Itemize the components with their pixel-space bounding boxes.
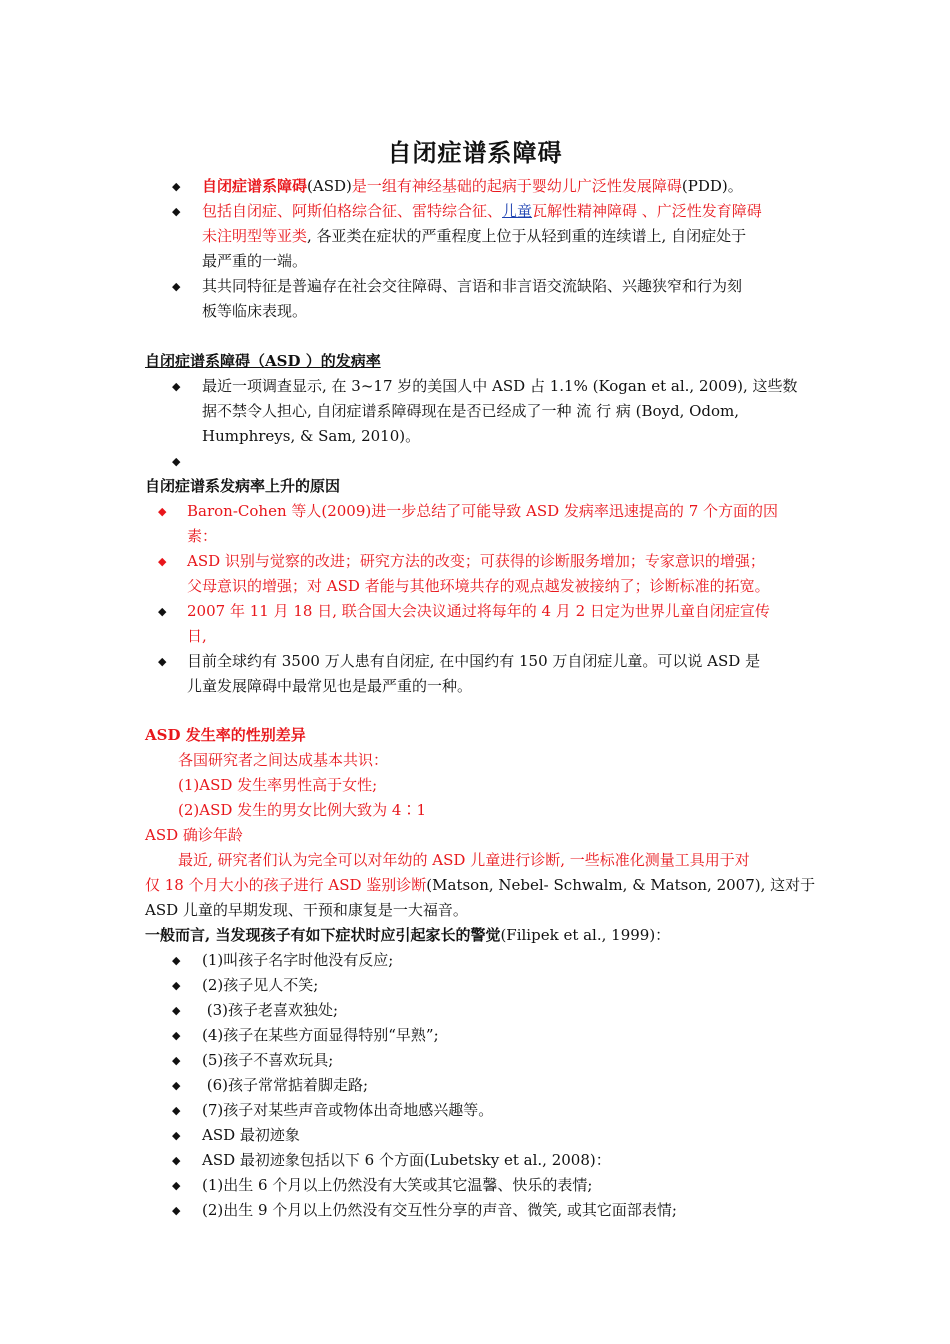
incidence-heading: 自闭症谱系障碍（ASD ）的发病率 — [145, 352, 381, 370]
list-item: (7)孩子对某些声音或物体出奇地感兴趣等。 — [202, 1101, 494, 1119]
age-line-2-highlight: 仅 18 个月大小的孩子进行 ASD 鉴别诊断 — [145, 876, 427, 894]
rise-bullet-2-line-1: ASD 识别与觉察的改进；研究方法的改变；可获得的诊断服务增加；专家意识的增强； — [187, 552, 765, 570]
list-item: (6)孩子常常掂着脚走路; — [202, 1076, 369, 1094]
bullet-icon: ◆ — [172, 954, 181, 967]
list-item: (5)孩子不喜欢玩具; — [202, 1051, 334, 1069]
signs-heading-citation: (Filipek et al., 1999)： — [500, 926, 671, 944]
bullet-icon: ◆ — [172, 979, 181, 992]
intro-pdd-abbr: (PDD)。 — [681, 177, 743, 195]
incidence-line-1: 最近一项调查显示, 在 3~17 岁的美国人中 ASD 占 1.1% (Kogan et al., 2009), 这些数 — [202, 377, 798, 395]
list-item: ASD 最初迹象 — [202, 1126, 300, 1144]
list-item: (4)孩子在某些方面显得特别“早熟”; — [202, 1026, 439, 1044]
intro-subtypes: 包括自闭症、阿斯伯格综合征、雷特综合征、 — [202, 202, 503, 220]
intro-asd-definition: 是一组有神经基础的起病于婴幼儿广泛性发展障碍 — [351, 177, 682, 195]
bullet-icon: ◆ — [172, 1104, 181, 1117]
list-item: (1)叫孩子名字时他没有反应; — [202, 951, 394, 969]
bullet-icon: ◆ — [172, 280, 181, 293]
intro-bullet-3-line-2: 板等临床表现。 — [202, 302, 308, 320]
bullet-icon: ◆ — [158, 555, 167, 568]
bullet-icon: ◆ — [172, 455, 181, 468]
age-line-2-citation: (Matson, Nebel- Schwalm, & Matson, 2007), 这对于 — [426, 876, 816, 894]
rise-bullet-3-line-2: 日, — [187, 627, 207, 645]
gender-heading: ASD 发生率的性别差异 — [145, 726, 306, 744]
intro-bullet-1 — [202, 174, 743, 199]
rise-heading: 自闭症谱系发病率上升的原因 — [145, 477, 341, 495]
intro-subtypes-end: 未注明型等亚类 — [202, 227, 308, 245]
bullet-icon: ◆ — [172, 1054, 181, 1067]
age-line-1: 最近, 研究者们认为完全可以对年幼的 ASD 儿童进行诊断, 一些标准化测量工具用于对 — [178, 851, 750, 869]
gender-line-3: (2)ASD 发生的男女比例大致为 4∶1 — [178, 801, 427, 819]
bullet-icon: ◆ — [172, 1004, 181, 1017]
bullet-icon: ◆ — [172, 1029, 181, 1042]
intro-bullet-3-line-1: 其共同特征是普遍存在社会交往障碍、言语和非言语交流缺陷、兴趣狭窄和行为刻 — [202, 277, 743, 295]
rise-bullet-3-line-1: 2007 年 11 月 18 日, 联合国大会决议通过将每年的 4 月 2 日定为世界儿童自闭症宣传 — [187, 602, 770, 620]
list-item: ASD 最初迹象包括以下 6 个方面(Lubetsky et al., 2008)： — [202, 1151, 611, 1169]
bullet-icon: ◆ — [172, 205, 181, 218]
rise-bullet-1-line-2: 素： — [187, 527, 218, 545]
intro-bullet-2-line-3: 最严重的一端。 — [202, 252, 308, 270]
bullet-icon: ◆ — [172, 1129, 181, 1142]
incidence-line-3: Humphreys, & Sam, 2010)。 — [202, 427, 421, 445]
bullet-icon: ◆ — [172, 180, 181, 193]
rise-bullet-4-line-1: 目前全球约有 3500 万人患有自闭症, 在中国约有 150 万自闭症儿童。可以说 ASD 是 — [187, 652, 761, 670]
intro-bullet-2-line-1 — [202, 199, 762, 224]
bullet-icon: ◆ — [158, 655, 167, 668]
bullet-icon: ◆ — [172, 380, 181, 393]
list-item: (3)孩子老喜欢独处; — [202, 1001, 339, 1019]
age-heading: ASD 确诊年龄 — [145, 826, 243, 844]
bullet-icon: ◆ — [172, 1154, 181, 1167]
list-item: (2)孩子见人不笑; — [202, 976, 319, 994]
page-title: 自闭症谱系障碍 — [387, 138, 563, 167]
bullet-icon: ◆ — [172, 1079, 181, 1092]
gender-line-2: (1)ASD 发生率男性高于女性; — [178, 776, 378, 794]
incidence-line-2: 据不禁令人担心, 自闭症谱系障碍现在是否已经成了一种 流 行 病 (Boyd, Odom, — [202, 402, 740, 420]
bullet-icon: ◆ — [158, 505, 167, 518]
gender-line-1: 各国研究者之间达成基本共识： — [178, 751, 389, 769]
rise-bullet-1-line-1: Baron-Cohen 等人(2009)进一步总结了可能导致 ASD 发病率迅速提高的 7 个方面的因 — [187, 502, 779, 520]
age-line-3: ASD 儿童的早期发现、干预和康复是一大福音。 — [145, 901, 468, 919]
intro-asd-term: 自闭症谱系障碍 — [202, 177, 308, 195]
intro-subtypes-cont: 瓦解性精神障碍 、广泛性发育障碍 — [532, 202, 762, 220]
bullet-icon: ◆ — [172, 1179, 181, 1192]
bullet-icon: ◆ — [172, 1204, 181, 1217]
list-item: (2)出生 9 个月以上仍然没有交互性分享的声音、微笑, 或其它面部表情; — [202, 1201, 677, 1219]
intro-bullet-2-line-2 — [202, 224, 746, 249]
rise-bullet-2-line-2: 父母意识的增强；对 ASD 者能与其他环境共存的观点越发被接纳了；诊断标准的拓宽。 — [187, 577, 770, 595]
rise-bullet-4-line-2: 儿童发展障碍中最常见也是最严重的一种。 — [187, 677, 473, 695]
children-link[interactable]: 儿童 — [502, 202, 533, 220]
list-item: (1)出生 6 个月以上仍然没有大笑或其它温馨、快乐的表情; — [202, 1176, 593, 1194]
signs-heading — [145, 923, 670, 948]
bullet-icon: ◆ — [158, 605, 167, 618]
signs-heading-bold: 一般而言, 当发现孩子有如下症状时应引起家长的警觉 — [145, 926, 501, 944]
intro-spectrum-text: , 各亚类在症状的严重程度上位于从轻到重的连续谱上, 自闭症处于 — [307, 227, 747, 245]
intro-asd-abbr: (ASD) — [307, 177, 352, 195]
age-line-2 — [145, 873, 815, 898]
